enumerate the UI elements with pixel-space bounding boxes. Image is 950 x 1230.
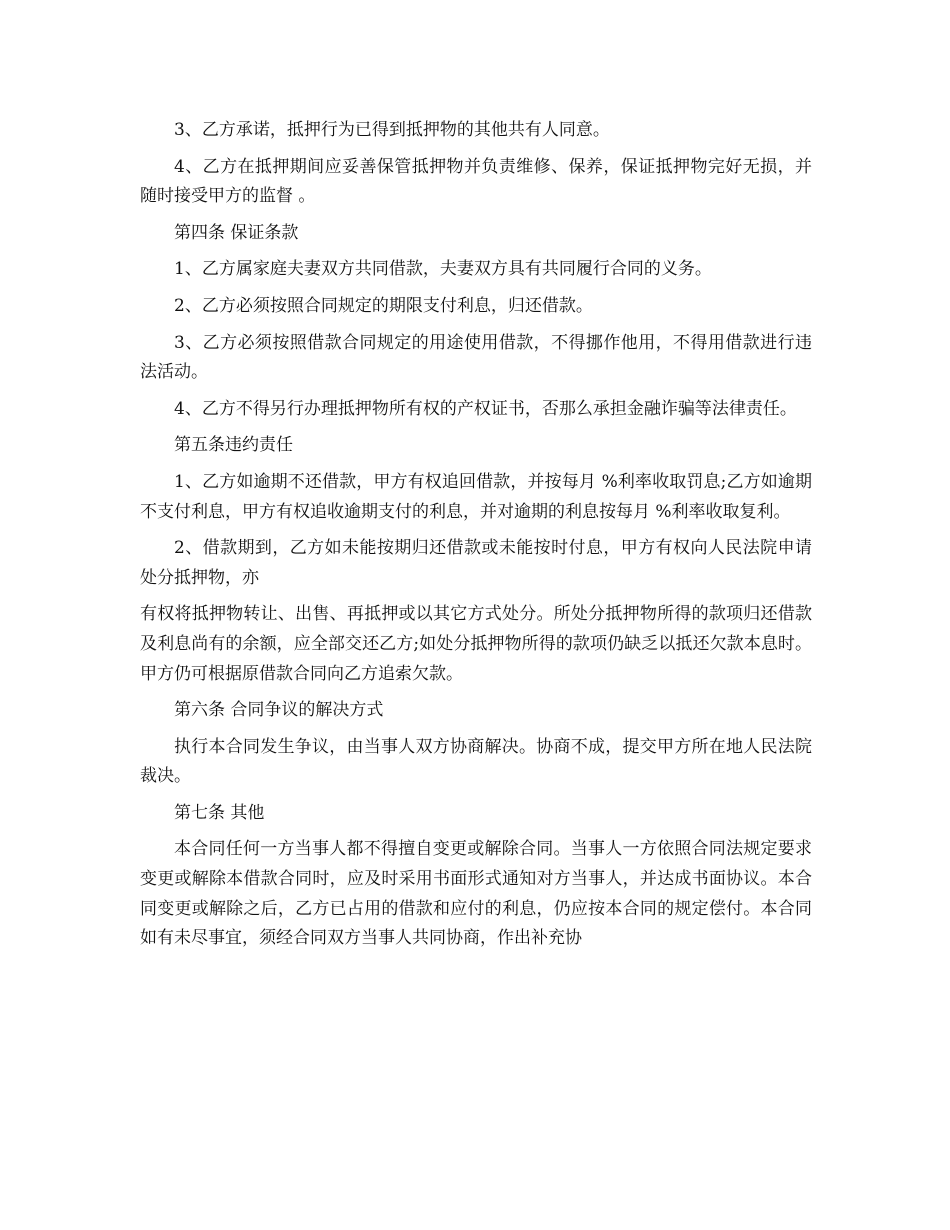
clause-3-4: 4、乙方在抵押期间应妥善保管抵押物并负责维修、保养，保证抵押物完好无损，并随时接受甲方的监督 。 [140,156,812,207]
clause-5-1: 1、乙方如逾期不还借款，甲方有权追回借款，并按每月 %利率收取罚息;乙方如逾期不支付利息，甲方有权追收逾期支付的利息，并对逾期的利息按每月 %利率收取复利。 [140,471,812,522]
document-body [140,116,812,961]
article-6-body: 执行本合同发生争议，由当事人双方协商解决。协商不成，提交甲方所在地人民法院裁决。 [140,736,812,787]
article-7-heading: 第七条 其他 [174,802,265,823]
clause-4-4: 4、乙方不得另行办理抵押物所有权的产权证书，否那么承担金融诈骗等法律责任。 [174,398,797,419]
article-7-body: 本合同任何一方当事人都不得擅自变更或解除合同。当事人一方依照合同法规定要求变更或解除本借款合同时，应及时采用书面形式通知对方当事人，并达成书面协议。本合同变更或解除之后，乙方已占用的借款和应付的利息，仍应按本合同的规定偿付。本合同如有未尽事宜，须经合同双方当事人共同协商，作出补充协 [140,839,812,949]
clause-3-3: 3、乙方承诺，抵押行为已得到抵押物的其他共有人同意。 [174,120,610,140]
clause-4-3: 3、乙方必须按照借款合同规定的用途使用借款，不得挪作他用，不得用借款进行违法活动。 [140,332,812,383]
clause-4-1: 1、乙方属家庭夫妻双方共同借款，夫妻双方具有共同履行合同的义务。 [174,259,712,280]
clause-4-2: 2、乙方必须按照合同规定的期限支付利息，归还借款。 [174,295,593,316]
clause-5-2: 2、借款期到，乙方如未能按期归还借款或未能按时付息，甲方有权向人民法院申请处分抵押物，亦 [140,538,812,588]
article-6-heading: 第六条 合同争议的解决方式 [174,700,384,721]
clause-5-2-continuation: 有权将抵押物转让、出售、再抵押或以其它方式处分。所处分抵押物所得的款项归还借款及利息尚有的余额，应全部交还乙方;如处分抵押物所得的款项仍缺乏以抵还欠款本息时。甲方仍可根据原借款合同向乙方追索欠款。 [140,604,812,684]
article-5-heading: 第五条违约责任 [174,435,293,456]
article-4-heading: 第四条 保证条款 [174,222,299,243]
